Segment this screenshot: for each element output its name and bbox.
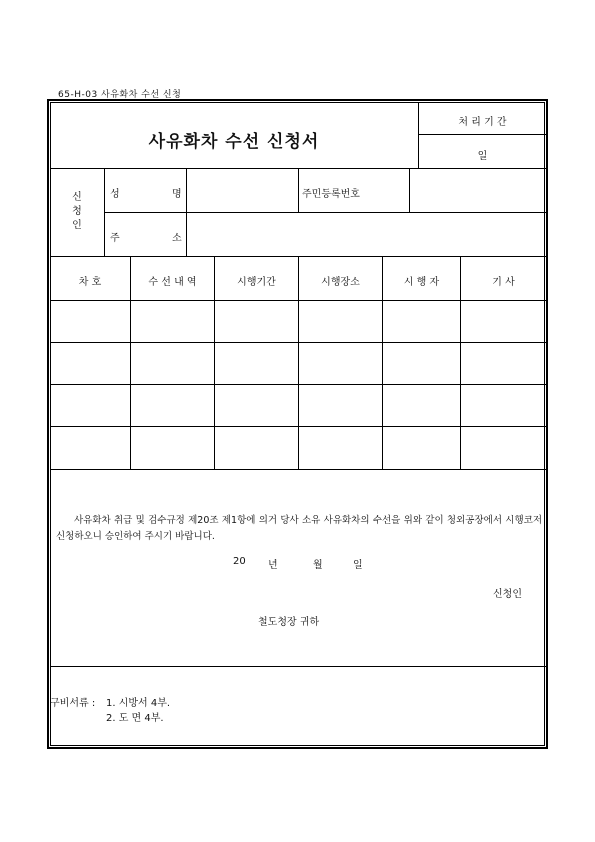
attachment-item-1: 1. 시방서 4부. bbox=[106, 698, 171, 709]
name-field[interactable] bbox=[187, 169, 297, 212]
date-day-unit: 일 bbox=[353, 560, 363, 571]
col-header-repair-details: 수 선 내 역 bbox=[148, 277, 197, 288]
processing-period-label: 처 리 기 간 bbox=[458, 117, 507, 128]
name-label-2: 명 bbox=[172, 189, 182, 200]
col-header-executor: 시 행 자 bbox=[403, 277, 440, 288]
name-label-1: 성 bbox=[110, 189, 120, 200]
date-month-unit: 월 bbox=[313, 560, 323, 571]
applicant-section-label: 신 청 인 bbox=[72, 192, 82, 231]
address-label-2: 소 bbox=[172, 233, 182, 244]
rule bbox=[298, 168, 299, 212]
table-row[interactable] bbox=[50, 343, 546, 384]
attachment-item-2: 2. 도 면 4부. bbox=[106, 713, 164, 724]
attachments-label: 구비서류 : bbox=[50, 698, 96, 709]
declaration-text: 사유화차 취급 및 검수규정 제20조 제1항에 의거 당사 소유 사유화차의 수선을 위와 같이 청외공장에서 시행코저 신청하오니 승인하여 주시기 바랍니다. bbox=[56, 515, 542, 542]
id-number-field[interactable] bbox=[410, 169, 545, 212]
rule bbox=[50, 666, 546, 667]
table-row[interactable] bbox=[50, 427, 546, 469]
addressee: 철도청장 귀하 bbox=[258, 617, 320, 628]
date-year-unit: 년 bbox=[268, 560, 278, 571]
col-header-place: 시행장소 bbox=[321, 277, 360, 288]
address-field[interactable] bbox=[187, 213, 545, 256]
processing-period-unit: 일 bbox=[477, 151, 488, 162]
id-number-label: 주민등록번호 bbox=[302, 189, 360, 200]
rule bbox=[50, 469, 546, 470]
date-year: 20 bbox=[233, 556, 246, 567]
address-label-1: 주 bbox=[110, 233, 120, 244]
applicant-signature: 신청인 bbox=[493, 589, 522, 600]
table-row[interactable] bbox=[50, 385, 546, 426]
rule bbox=[104, 168, 105, 256]
rule bbox=[418, 134, 546, 135]
page-title: 사유화차 수선 신청서 bbox=[148, 132, 320, 152]
col-header-remarks: 기 사 bbox=[492, 277, 515, 288]
form-code: 65-H-03 사유화차 수선 신청 bbox=[58, 90, 182, 100]
table-row[interactable] bbox=[50, 301, 546, 342]
col-header-car-number: 차 호 bbox=[78, 277, 102, 288]
col-header-period: 시행기간 bbox=[237, 277, 276, 288]
